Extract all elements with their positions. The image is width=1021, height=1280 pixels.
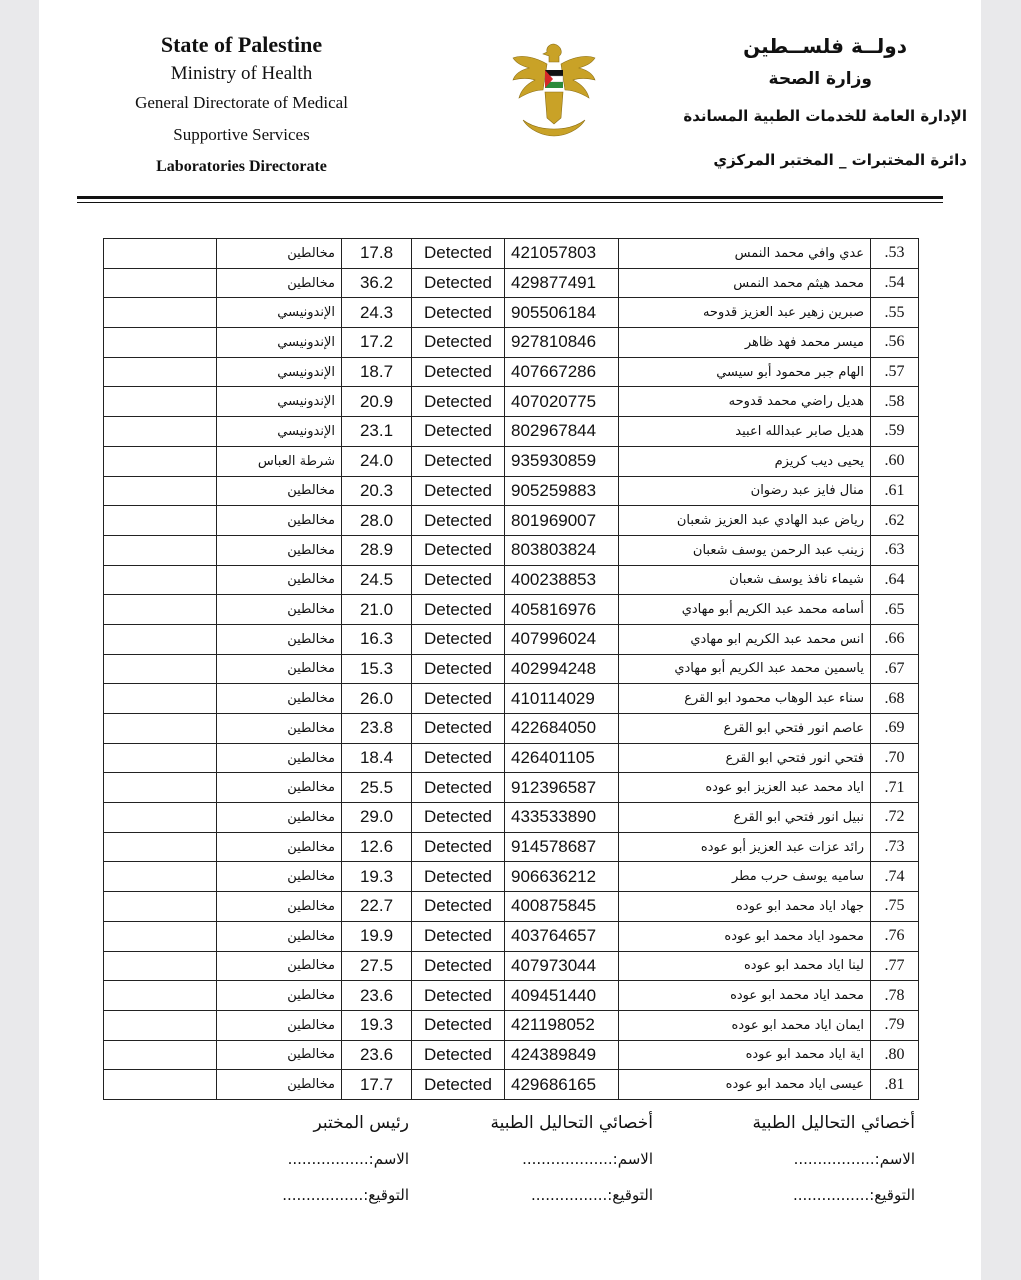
signature-sign-field: التوقيع:.................: [282, 1186, 409, 1204]
table-row: [104, 743, 919, 773]
location-cell: مخالطين: [217, 803, 342, 833]
table-row: [104, 328, 919, 358]
location-cell: مخالطين: [217, 624, 342, 654]
table-row: [104, 476, 919, 506]
id-number-cell: 407020775: [505, 387, 619, 417]
ct-value-cell: 19.3: [342, 1010, 412, 1040]
empty-cell: [104, 535, 217, 565]
patient-name-cell: صبرين زهير عبد العزيز قدوحه: [619, 298, 871, 328]
lab-directorate-en: Laboratories Directorate: [156, 158, 327, 175]
patient-name-cell: أسامه محمد عبد الكريم أبو مهادي: [619, 595, 871, 625]
row-number-cell: .64: [871, 565, 919, 595]
patient-name-cell: زينب عبد الرحمن يوسف شعبان: [619, 535, 871, 565]
row-number-cell: .72: [871, 803, 919, 833]
table-row: [104, 773, 919, 803]
result-cell: Detected: [412, 565, 505, 595]
patient-name-cell: نبيل انور فتحي ابو القرع: [619, 803, 871, 833]
location-cell: مخالطين: [217, 1070, 342, 1100]
row-number-cell: .73: [871, 832, 919, 862]
empty-cell: [104, 268, 217, 298]
table-row: [104, 565, 919, 595]
empty-cell: [104, 1070, 217, 1100]
row-number-cell: .56: [871, 328, 919, 358]
table-row: [104, 803, 919, 833]
row-number-cell: .81: [871, 1070, 919, 1100]
ministry-name-en: Ministry of Health: [170, 63, 313, 84]
location-cell: الإندونيسي: [217, 298, 342, 328]
result-cell: Detected: [412, 1010, 505, 1040]
id-number-cell: 803803824: [505, 535, 619, 565]
location-cell: مخالطين: [217, 1010, 342, 1040]
row-number-cell: .63: [871, 535, 919, 565]
patient-name-cell: عيسى اياد محمد ابو عوده: [619, 1070, 871, 1100]
result-cell: Detected: [412, 714, 505, 744]
table-row: [104, 357, 919, 387]
location-cell: الإندونيسي: [217, 417, 342, 447]
id-number-cell: 410114029: [505, 684, 619, 714]
location-cell: الإندونيسي: [217, 357, 342, 387]
patient-name-cell: رائد عزات عبد العزيز أبو عوده: [619, 832, 871, 862]
location-cell: الإندونيسي: [217, 328, 342, 358]
patient-name-cell: ساميه يوسف حرب مطر: [619, 862, 871, 892]
result-cell: Detected: [412, 417, 505, 447]
id-number-cell: 405816976: [505, 595, 619, 625]
result-cell: Detected: [412, 1040, 505, 1070]
table-row: [104, 595, 919, 625]
table-row: [104, 832, 919, 862]
result-cell: Detected: [412, 387, 505, 417]
patient-name-cell: ايمان اياد محمد ابو عوده: [619, 1010, 871, 1040]
ct-value-cell: 36.2: [342, 268, 412, 298]
empty-cell: [104, 654, 217, 684]
result-cell: Detected: [412, 684, 505, 714]
id-number-cell: 421198052: [505, 1010, 619, 1040]
id-number-cell: 429686165: [505, 1070, 619, 1100]
result-cell: Detected: [412, 921, 505, 951]
ct-value-cell: 19.3: [342, 862, 412, 892]
id-number-cell: 906636212: [505, 862, 619, 892]
location-cell: مخالطين: [217, 684, 342, 714]
result-cell: Detected: [412, 357, 505, 387]
patient-name-cell: انس محمد عبد الكريم ابو مهادي: [619, 624, 871, 654]
result-cell: Detected: [412, 298, 505, 328]
palestine-eagle-emblem-icon: [509, 36, 599, 140]
id-number-cell: 402994248: [505, 654, 619, 684]
id-number-cell: 407996024: [505, 624, 619, 654]
table-row: [104, 506, 919, 536]
signature-block-specialist-2: [443, 1105, 653, 1213]
empty-cell: [104, 446, 217, 476]
empty-cell: [104, 624, 217, 654]
header-divider-thick: [77, 196, 943, 199]
ct-value-cell: 29.0: [342, 803, 412, 833]
result-cell: Detected: [412, 743, 505, 773]
ct-value-cell: 24.0: [342, 446, 412, 476]
ministry-name-ar: وزارة الصحة: [768, 69, 872, 89]
row-number-cell: .62: [871, 506, 919, 536]
patient-name-cell: ياسمين محمد عبد الكريم أبو مهادي: [619, 654, 871, 684]
row-number-cell: .71: [871, 773, 919, 803]
ct-value-cell: 23.8: [342, 714, 412, 744]
lab-directorate-ar: دائرة المختبرات _ المختبر المركزي: [713, 151, 967, 169]
id-number-cell: 421057803: [505, 239, 619, 269]
location-cell: مخالطين: [217, 951, 342, 981]
empty-cell: [104, 684, 217, 714]
result-cell: Detected: [412, 476, 505, 506]
id-number-cell: 400875845: [505, 892, 619, 922]
table-row: [104, 1040, 919, 1070]
empty-cell: [104, 743, 217, 773]
row-number-cell: .78: [871, 981, 919, 1011]
patient-name-cell: ميسر محمد فهد ظاهر: [619, 328, 871, 358]
patient-name-cell: اياد محمد عبد العزيز ابو عوده: [619, 773, 871, 803]
row-number-cell: .65: [871, 595, 919, 625]
location-cell: مخالطين: [217, 239, 342, 269]
id-number-cell: 905506184: [505, 298, 619, 328]
row-number-cell: .70: [871, 743, 919, 773]
id-number-cell: 927810846: [505, 328, 619, 358]
row-number-cell: .75: [871, 892, 919, 922]
row-number-cell: .66: [871, 624, 919, 654]
empty-cell: [104, 862, 217, 892]
ct-value-cell: 20.9: [342, 387, 412, 417]
row-number-cell: .55: [871, 298, 919, 328]
patient-name-cell: جهاد اياد محمد ابو عوده: [619, 892, 871, 922]
ct-value-cell: 17.8: [342, 239, 412, 269]
empty-cell: [104, 832, 217, 862]
signature-name-field: الاسم:.................: [793, 1150, 915, 1168]
empty-cell: [104, 506, 217, 536]
id-number-cell: 403764657: [505, 921, 619, 951]
result-cell: Detected: [412, 803, 505, 833]
id-number-cell: 914578687: [505, 832, 619, 862]
table-row: [104, 417, 919, 447]
table-row: [104, 921, 919, 951]
table-row: [104, 268, 919, 298]
id-number-cell: 422684050: [505, 714, 619, 744]
row-number-cell: .58: [871, 387, 919, 417]
empty-cell: [104, 476, 217, 506]
table-row: [104, 714, 919, 744]
result-cell: Detected: [412, 268, 505, 298]
location-cell: مخالطين: [217, 892, 342, 922]
patient-name-cell: فتحي انور فتحي ابو القرع: [619, 743, 871, 773]
patient-name-cell: رياض عبد الهادي عبد العزيز شعبان: [619, 506, 871, 536]
table-row: [104, 862, 919, 892]
location-cell: مخالطين: [217, 773, 342, 803]
id-number-cell: 429877491: [505, 268, 619, 298]
patient-name-cell: محمد هيثم محمد النمس: [619, 268, 871, 298]
patient-name-cell: الهام جبر محمود أبو سيسي: [619, 357, 871, 387]
table-row: [104, 1010, 919, 1040]
header-english: [39, 30, 389, 182]
row-number-cell: .53: [871, 239, 919, 269]
table-row: [104, 1070, 919, 1100]
location-cell: مخالطين: [217, 743, 342, 773]
empty-cell: [104, 981, 217, 1011]
table-row: [104, 684, 919, 714]
result-cell: Detected: [412, 595, 505, 625]
location-cell: مخالطين: [217, 506, 342, 536]
result-cell: Detected: [412, 654, 505, 684]
ct-value-cell: 28.9: [342, 535, 412, 565]
result-cell: Detected: [412, 239, 505, 269]
ct-value-cell: 15.3: [342, 654, 412, 684]
row-number-cell: .61: [871, 476, 919, 506]
table-row: [104, 951, 919, 981]
row-number-cell: .79: [871, 1010, 919, 1040]
result-cell: Detected: [412, 624, 505, 654]
directorate-line1-en: General Directorate of Medical: [135, 93, 348, 112]
row-number-cell: .74: [871, 862, 919, 892]
ct-value-cell: 16.3: [342, 624, 412, 654]
empty-cell: [104, 921, 217, 951]
signature-title: أخصائي التحاليل الطبية: [490, 1113, 653, 1133]
id-number-cell: 407973044: [505, 951, 619, 981]
ct-value-cell: 22.7: [342, 892, 412, 922]
empty-cell: [104, 1040, 217, 1070]
signature-name-field: الاسم:...................: [522, 1150, 653, 1168]
id-number-cell: 935930859: [505, 446, 619, 476]
patient-name-cell: هديل صابر عبدالله اعبيد: [619, 417, 871, 447]
row-number-cell: .68: [871, 684, 919, 714]
patient-name-cell: عاصم انور فتحي ابو القرع: [619, 714, 871, 744]
location-cell: مخالطين: [217, 476, 342, 506]
empty-cell: [104, 357, 217, 387]
location-cell: مخالطين: [217, 595, 342, 625]
header-arabic: [647, 28, 967, 182]
result-cell: Detected: [412, 981, 505, 1011]
ct-value-cell: 27.5: [342, 951, 412, 981]
empty-cell: [104, 298, 217, 328]
location-cell: الإندونيسي: [217, 387, 342, 417]
ct-value-cell: 24.5: [342, 565, 412, 595]
result-cell: Detected: [412, 535, 505, 565]
result-cell: Detected: [412, 862, 505, 892]
signature-block-specialist-1: [705, 1105, 915, 1213]
empty-cell: [104, 328, 217, 358]
directorate-line2-en: Supportive Services: [173, 125, 310, 144]
location-cell: مخالطين: [217, 714, 342, 744]
empty-cell: [104, 1010, 217, 1040]
patient-name-cell: محمود اياد محمد ابو عوده: [619, 921, 871, 951]
table-row: [104, 624, 919, 654]
table-row: [104, 239, 919, 269]
location-cell: شرطة العباس: [217, 446, 342, 476]
ct-value-cell: 23.1: [342, 417, 412, 447]
id-number-cell: 409451440: [505, 981, 619, 1011]
empty-cell: [104, 951, 217, 981]
ct-value-cell: 23.6: [342, 981, 412, 1011]
ct-value-cell: 12.6: [342, 832, 412, 862]
table-row: [104, 446, 919, 476]
document-page: [39, 0, 981, 1280]
ct-value-cell: 26.0: [342, 684, 412, 714]
patient-name-cell: منال فايز عبد رضوان: [619, 476, 871, 506]
state-name-en: State of Palestine: [160, 32, 323, 57]
ct-value-cell: 17.2: [342, 328, 412, 358]
empty-cell: [104, 387, 217, 417]
table-row: [104, 535, 919, 565]
ct-value-cell: 18.4: [342, 743, 412, 773]
empty-cell: [104, 773, 217, 803]
location-cell: مخالطين: [217, 535, 342, 565]
patient-name-cell: عدي وافي محمد النمس: [619, 239, 871, 269]
patient-name-cell: سناء عبد الوهاب محمود ابو القرع: [619, 684, 871, 714]
row-number-cell: .69: [871, 714, 919, 744]
location-cell: مخالطين: [217, 862, 342, 892]
patient-name-cell: يحيى ديب كريزم: [619, 446, 871, 476]
row-number-cell: .59: [871, 417, 919, 447]
patient-name-cell: لينا اياد محمد ابو عوده: [619, 951, 871, 981]
patient-name-cell: هديل راضي محمد قدوحه: [619, 387, 871, 417]
ct-value-cell: 24.3: [342, 298, 412, 328]
id-number-cell: 912396587: [505, 773, 619, 803]
row-number-cell: .60: [871, 446, 919, 476]
id-number-cell: 407667286: [505, 357, 619, 387]
id-number-cell: 433533890: [505, 803, 619, 833]
result-cell: Detected: [412, 446, 505, 476]
ct-value-cell: 17.7: [342, 1070, 412, 1100]
table-row: [104, 892, 919, 922]
table-row: [104, 298, 919, 328]
table-row: [104, 654, 919, 684]
ct-value-cell: 28.0: [342, 506, 412, 536]
location-cell: مخالطين: [217, 832, 342, 862]
ct-value-cell: 21.0: [342, 595, 412, 625]
row-number-cell: .76: [871, 921, 919, 951]
empty-cell: [104, 417, 217, 447]
row-number-cell: .54: [871, 268, 919, 298]
location-cell: مخالطين: [217, 268, 342, 298]
results-table: [103, 238, 919, 1100]
id-number-cell: 426401105: [505, 743, 619, 773]
ct-value-cell: 18.7: [342, 357, 412, 387]
row-number-cell: .67: [871, 654, 919, 684]
result-cell: Detected: [412, 506, 505, 536]
table-row: [104, 387, 919, 417]
ct-value-cell: 19.9: [342, 921, 412, 951]
ct-value-cell: 25.5: [342, 773, 412, 803]
signature-block-lab-head: [199, 1105, 409, 1213]
table-row: [104, 981, 919, 1011]
location-cell: مخالطين: [217, 981, 342, 1011]
result-cell: Detected: [412, 773, 505, 803]
empty-cell: [104, 595, 217, 625]
row-number-cell: .77: [871, 951, 919, 981]
id-number-cell: 400238853: [505, 565, 619, 595]
signature-name-field: الاسم:.................: [287, 1150, 409, 1168]
location-cell: مخالطين: [217, 1040, 342, 1070]
row-number-cell: .80: [871, 1040, 919, 1070]
location-cell: مخالطين: [217, 654, 342, 684]
directorate-ar: الإدارة العامة للخدمات الطبية المساندة: [683, 107, 967, 125]
id-number-cell: 802967844: [505, 417, 619, 447]
result-cell: Detected: [412, 832, 505, 862]
signature-title: رئيس المختبر: [313, 1113, 409, 1133]
result-cell: Detected: [412, 328, 505, 358]
signature-sign-field: التوقيع:................: [792, 1186, 915, 1204]
id-number-cell: 905259883: [505, 476, 619, 506]
result-cell: Detected: [412, 892, 505, 922]
row-number-cell: .57: [871, 357, 919, 387]
patient-name-cell: محمد اياد محمد ابو عوده: [619, 981, 871, 1011]
empty-cell: [104, 239, 217, 269]
patient-name-cell: شيماء نافذ يوسف شعبان: [619, 565, 871, 595]
header-divider-thin: [77, 202, 943, 203]
id-number-cell: 801969007: [505, 506, 619, 536]
empty-cell: [104, 714, 217, 744]
signature-title: أخصائي التحاليل الطبية: [752, 1113, 915, 1133]
results-table-body: [104, 239, 919, 1100]
signature-sign-field: التوقيع:................: [530, 1186, 653, 1204]
location-cell: مخالطين: [217, 921, 342, 951]
result-cell: Detected: [412, 1070, 505, 1100]
ct-value-cell: 23.6: [342, 1040, 412, 1070]
location-cell: مخالطين: [217, 565, 342, 595]
patient-name-cell: اية اياد محمد ابو عوده: [619, 1040, 871, 1070]
state-name-ar: دولــة فلســطين: [743, 34, 907, 58]
empty-cell: [104, 803, 217, 833]
ct-value-cell: 20.3: [342, 476, 412, 506]
empty-cell: [104, 892, 217, 922]
empty-cell: [104, 565, 217, 595]
id-number-cell: 424389849: [505, 1040, 619, 1070]
result-cell: Detected: [412, 951, 505, 981]
